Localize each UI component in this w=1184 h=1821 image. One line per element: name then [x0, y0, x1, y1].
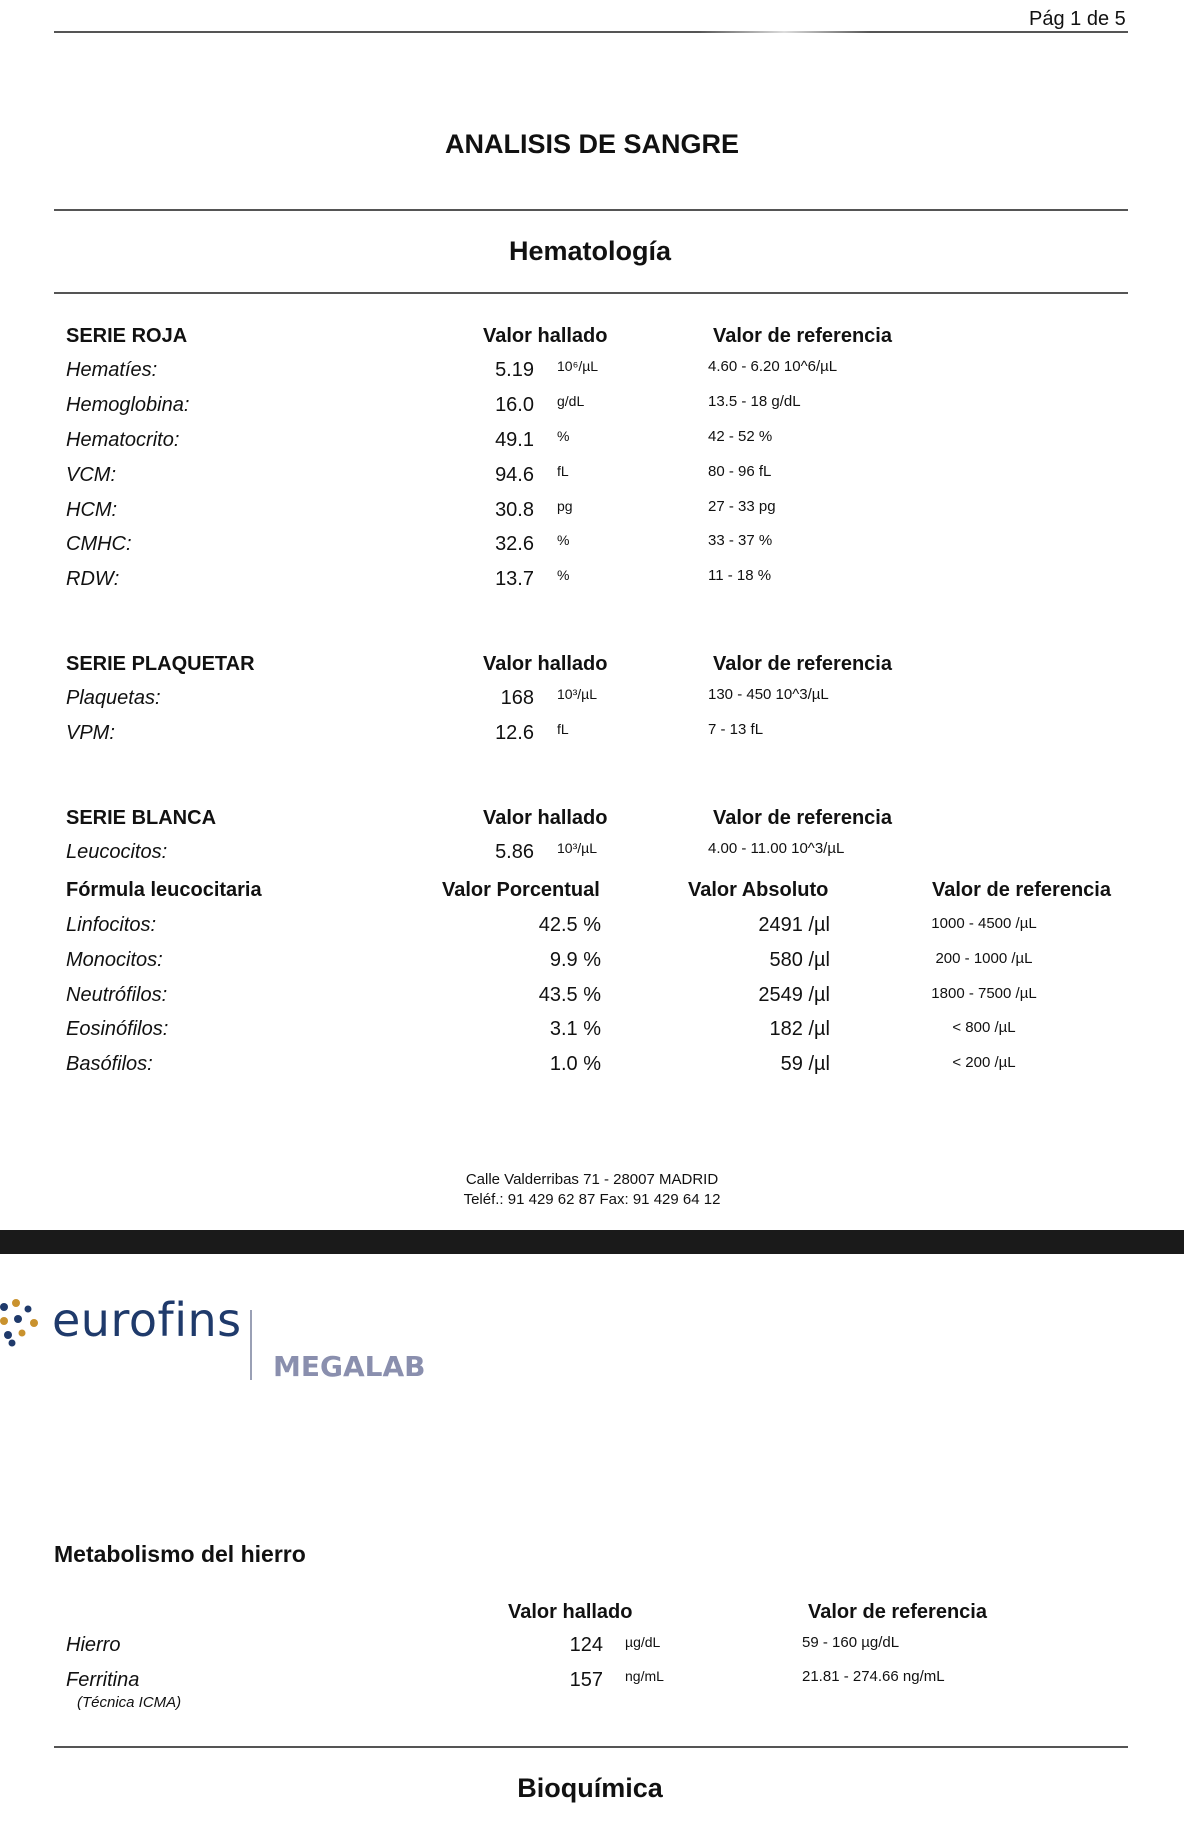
- row-reference: 13.5 - 18 g/dL: [708, 393, 801, 410]
- row-label: Hematíes:: [66, 359, 158, 381]
- row-percent: 1.0 %: [549, 1053, 601, 1075]
- footer-phone: Teléf.: 91 429 62 87 Fax: 91 429 64 12: [463, 1191, 721, 1208]
- serie-roja-header: SERIE ROJA: [66, 325, 188, 347]
- row-value: 5.86: [495, 841, 534, 863]
- row-value: 49.1: [495, 429, 534, 451]
- row-value: 16.0: [495, 394, 534, 416]
- row-reference: 33 - 37 %: [708, 532, 773, 549]
- row-reference: 130 - 450 10^3/µL: [708, 686, 829, 703]
- row-reference: 1000 - 4500 /µL: [931, 915, 1037, 932]
- row-label: Hierro: [66, 1634, 121, 1656]
- row-value: 12.6: [495, 722, 534, 744]
- row-absolute: 580 /µl: [769, 949, 830, 971]
- row-value: 168: [500, 687, 534, 709]
- row-reference: 42 - 52 %: [708, 428, 773, 445]
- row-value: 5.19: [495, 359, 534, 381]
- row-value: 124: [569, 1634, 603, 1656]
- row-unit: ng/mL: [625, 1668, 664, 1684]
- row-unit: µg/dL: [625, 1634, 661, 1650]
- col-valor-referencia: Valor de referencia: [932, 879, 1111, 901]
- row-reference: 11 - 18 %: [708, 567, 772, 584]
- row-percent: 9.9 %: [549, 949, 601, 971]
- row-absolute: 59 /µl: [780, 1053, 830, 1075]
- row-reference: 200 - 1000 /µL: [935, 950, 1033, 967]
- logo-dots-icon: [0, 1299, 44, 1347]
- row-reference: < 200 /µL: [952, 1054, 1016, 1071]
- row-value: 13.7: [495, 568, 534, 590]
- col-valor-hallado: Valor hallado: [483, 325, 608, 347]
- row-reference: 1800 - 7500 /µL: [931, 985, 1037, 1002]
- footer-address: Calle Valderribas 71 - 28007 MADRID: [465, 1171, 719, 1188]
- row-label: Leucocitos:: [66, 841, 168, 863]
- row-label: Linfocitos:: [66, 914, 157, 936]
- row-value: 30.8: [495, 499, 534, 521]
- hematologia-title: Hematología: [508, 236, 672, 266]
- row-label: Neutrófilos:: [66, 984, 168, 1006]
- col-valor-hallado: Valor hallado: [483, 653, 608, 675]
- col-valor-porcentual: Valor Porcentual: [442, 879, 600, 901]
- col-valor-hallado: Valor hallado: [483, 807, 608, 829]
- formula-header: Fórmula leucocitaria: [66, 879, 262, 901]
- row-percent: 3.1 %: [549, 1018, 601, 1040]
- row-unit: fL: [557, 463, 569, 479]
- top-divider: [54, 31, 1128, 33]
- row-unit: 10³/µL: [557, 686, 597, 702]
- row-reference: 21.81 - 274.66 ng/mL: [802, 1668, 945, 1685]
- col-valor-referencia: Valor de referencia: [808, 1601, 987, 1623]
- row-absolute: 2491 /µl: [758, 914, 830, 936]
- row-reference: 59 - 160 µg/dL: [802, 1634, 900, 1651]
- row-reference: 4.00 - 11.00 10^3/µL: [708, 840, 845, 857]
- row-label: RDW:: [66, 568, 120, 590]
- row-label: Hematocrito:: [66, 429, 180, 451]
- row-percent: 43.5 %: [538, 984, 601, 1006]
- row-value: 157: [569, 1669, 603, 1691]
- row-label: HCM:: [66, 499, 118, 521]
- row-reference: 27 - 33 pg: [708, 498, 776, 515]
- serie-plaquetar-header: SERIE PLAQUETAR: [66, 653, 255, 675]
- row-unit: g/dL: [557, 393, 585, 409]
- row-label: Ferritina: [66, 1669, 140, 1691]
- hierro-title: Metabolismo del hierro: [54, 1541, 306, 1567]
- row-note: (Técnica ICMA): [77, 1694, 182, 1711]
- row-percent: 42.5 %: [538, 914, 601, 936]
- row-label: Basófilos:: [66, 1053, 153, 1075]
- row-label: VPM:: [66, 722, 115, 744]
- logo-brand: eurofins: [52, 1293, 242, 1347]
- col-valor-referencia: Valor de referencia: [713, 325, 892, 347]
- row-unit: %: [557, 567, 570, 583]
- serie-blanca-header: SERIE BLANCA: [66, 807, 217, 829]
- bioquimica-divider: [54, 1746, 1128, 1748]
- row-label: CMHC:: [66, 533, 132, 555]
- row-label: VCM:: [66, 464, 116, 486]
- col-valor-hallado: Valor hallado: [508, 1601, 633, 1623]
- row-value: 32.6: [495, 533, 534, 555]
- row-reference: 7 - 13 fL: [708, 721, 764, 738]
- bioquimica-title: Bioquímica: [517, 1773, 663, 1803]
- row-absolute: 2549 /µl: [758, 984, 830, 1006]
- row-label: Plaquetas:: [66, 687, 161, 709]
- page-break-band: [0, 1230, 1184, 1254]
- row-unit: %: [557, 428, 570, 444]
- logo-separator: [250, 1310, 252, 1380]
- row-unit: %: [557, 532, 570, 548]
- row-reference: 80 - 96 fL: [708, 463, 772, 480]
- section-divider-top: [54, 209, 1128, 211]
- row-value: 94.6: [495, 464, 534, 486]
- col-valor-referencia: Valor de referencia: [713, 653, 892, 675]
- row-label: Monocitos:: [66, 949, 163, 971]
- section-divider-bottom: [54, 292, 1128, 294]
- row-absolute: 182 /µl: [769, 1018, 830, 1040]
- page-number: Pág 1 de 5: [1029, 8, 1126, 30]
- row-label: Eosinófilos:: [66, 1018, 169, 1040]
- row-reference: 4.60 - 6.20 10^6/µL: [708, 358, 838, 375]
- row-unit: 10⁶/µL: [557, 358, 599, 374]
- row-label: Hemoglobina:: [66, 394, 190, 416]
- col-valor-absoluto: Valor Absoluto: [688, 879, 829, 901]
- row-reference: < 800 /µL: [952, 1019, 1016, 1036]
- page-title: ANALISIS DE SANGRE: [444, 129, 740, 159]
- row-unit: fL: [557, 721, 569, 737]
- logo-sub-brand: MEGALAB: [273, 1350, 426, 1383]
- row-unit: pg: [557, 498, 573, 514]
- row-unit: 10³/µL: [557, 840, 597, 856]
- col-valor-referencia: Valor de referencia: [713, 807, 892, 829]
